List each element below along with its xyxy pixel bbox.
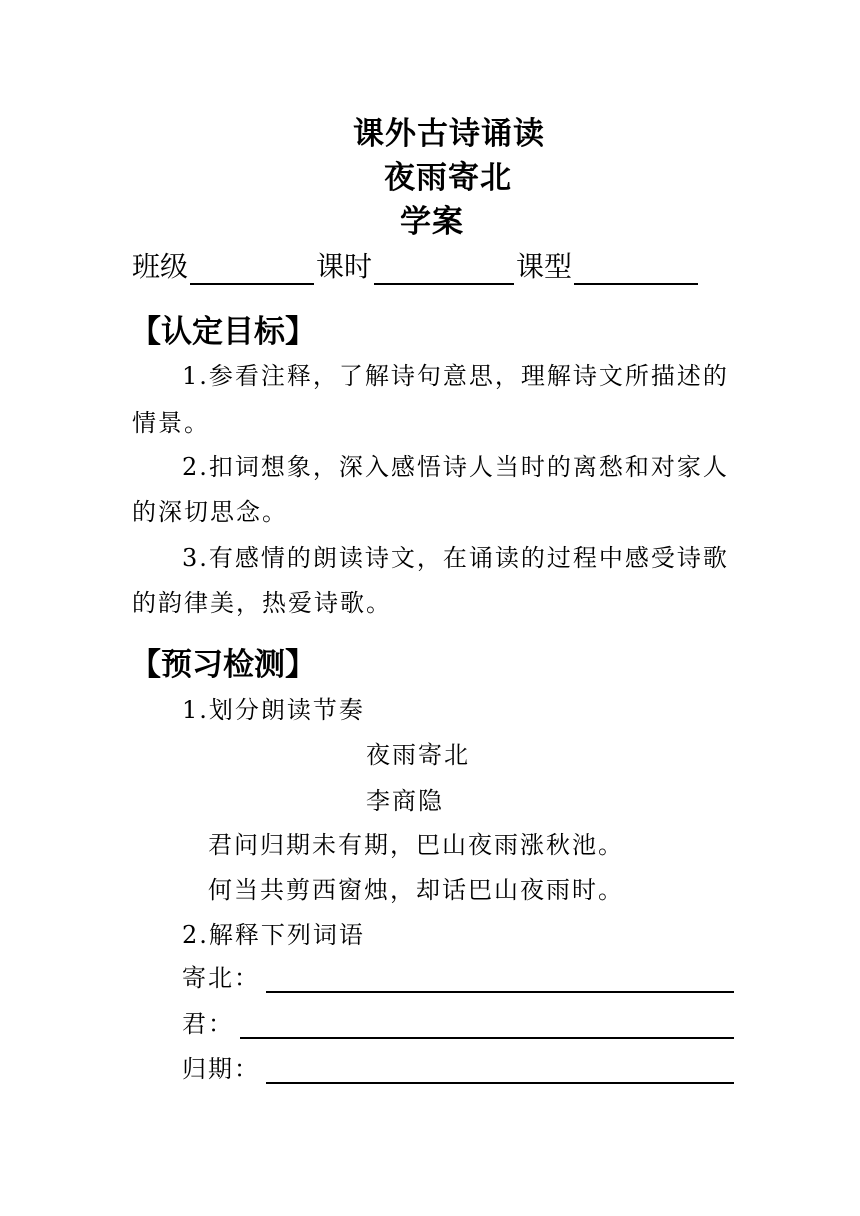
vocab-term: 君： — [182, 1010, 234, 1038]
poem-line-2: 何当共剪西窗烛，却话巴山夜雨时。 — [208, 876, 624, 904]
goal-2-line-2: 的深切思念。 — [132, 498, 288, 526]
preview-heading: 【预习检测】 — [130, 647, 316, 683]
vocab-row — [182, 958, 734, 993]
task-1: 1.划分朗读节奏 — [182, 696, 365, 724]
task-2: 2.解释下列词语 — [182, 921, 365, 949]
class-blank[interactable] — [190, 257, 314, 285]
info-row — [132, 245, 700, 285]
vocab-row — [182, 1004, 734, 1039]
goals-heading: 【认定目标】 — [130, 314, 316, 350]
poem-author: 李商隐 — [366, 787, 444, 815]
vocab-answer-line[interactable] — [240, 1017, 734, 1039]
goal-1-line-1: 1.参看注释，了解诗句意思，理解诗文所描述的 — [182, 362, 729, 390]
period-blank[interactable] — [374, 257, 514, 285]
class-label: 班级 — [132, 250, 189, 283]
title-line-3: 学案 — [400, 204, 464, 240]
goal-3-line-1: 3.有感情的朗读诗文，在诵读的过程中感受诗歌 — [182, 544, 729, 572]
poem-title: 夜雨寄北 — [366, 741, 470, 769]
goal-2-line-1: 2.扣词想象，深入感悟诗人当时的离愁和对家人 — [182, 453, 729, 481]
vocab-answer-line[interactable] — [266, 1062, 734, 1084]
vocab-answer-line[interactable] — [266, 971, 734, 993]
period-label: 课时 — [316, 250, 373, 283]
poem-line-1: 君问归期未有期，巴山夜雨涨秋池。 — [208, 831, 624, 859]
type-blank[interactable] — [574, 257, 698, 285]
title-line-1: 课外古诗诵读 — [353, 116, 545, 152]
type-label: 课型 — [516, 250, 573, 283]
vocab-term: 归期： — [182, 1055, 260, 1083]
vocab-row — [182, 1049, 734, 1084]
goal-1-line-2: 情景。 — [132, 409, 210, 437]
goal-3-line-2: 的韵律美，热爱诗歌。 — [132, 589, 392, 617]
vocab-term: 寄北： — [182, 964, 260, 992]
title-line-2: 夜雨寄北 — [384, 160, 512, 196]
